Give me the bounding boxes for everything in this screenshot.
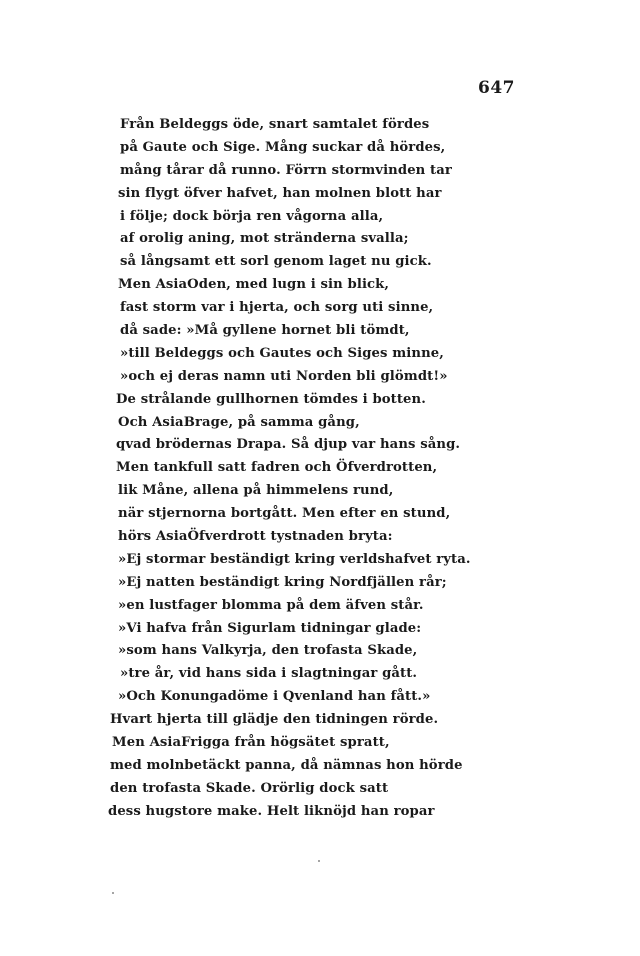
- paper-speck: [112, 892, 114, 894]
- poem-line: af orolig aning, mot stränderna svalla;: [120, 231, 409, 247]
- poem-line: Men AsiaOden, med lugn i sin blick,: [118, 277, 390, 293]
- poem-line: mång tårar då runno. Förrn stormvinden tar: [120, 162, 452, 178]
- poem-line: då sade: »Må gyllene hornet bli tömdt,: [120, 323, 410, 339]
- poem-line: i följe; dock börja ren vågorna alla,: [120, 208, 384, 224]
- poem-line: »Ej stormar beständigt kring verldshafvet ryta.: [118, 551, 471, 567]
- poem-line: »till Beldeggs och Gautes och Siges minne,: [120, 345, 444, 361]
- poem-line: dess hugstore make. Helt liknöjd han ropar: [108, 803, 435, 819]
- poem-line: hörs AsiaÖfverdrott tystnaden bryta:: [118, 529, 393, 545]
- poem-line: på Gaute och Sige. Mång suckar då hördes,: [120, 139, 446, 155]
- poem-line: Men AsiaFrigga från högsätet spratt,: [112, 735, 390, 751]
- poem-line: Hvart hjerta till glädje den tidningen rörde.: [110, 712, 439, 728]
- paper-speck: [318, 860, 320, 862]
- poem-line: med molnbetäckt panna, då nämnas hon hörde: [110, 757, 463, 773]
- poem-line: lik Måne, allena på himmelens rund,: [118, 483, 394, 499]
- poem-text-block: [108, 114, 471, 824]
- poem-line: »som hans Valkyrja, den trofasta Skade,: [118, 643, 418, 659]
- poem-line: »och ej deras namn uti Norden bli glömdt!»: [120, 368, 448, 384]
- poem-line: så långsamt ett sorl genom laget nu gick.: [120, 254, 432, 270]
- poem-line: sin flygt öfver hafvet, han molnen blott har: [118, 185, 442, 201]
- poem-line: »Vi hafva från Sigurlam tidningar glade:: [118, 620, 422, 636]
- poem-line: Men tankfull satt fadren och Öfverdrotten,: [116, 460, 438, 476]
- poem-line: Från Beldeggs öde, snart samtalet fördes: [120, 117, 430, 132]
- page-number: 647: [478, 78, 515, 98]
- poem-line: De strålande gullhornen tömdes i botten.: [116, 391, 426, 407]
- poem-line: när stjernorna bortgått. Men efter en stund,: [118, 506, 451, 522]
- poem-line: Och AsiaBrage, på samma gång,: [118, 414, 360, 430]
- poem-line: qvad brödernas Drapa. Så djup var hans sång.: [116, 437, 461, 453]
- poem-line: »Ej natten beständigt kring Nordfjällen rår;: [118, 574, 447, 590]
- poem-line: den trofasta Skade. Orörlig dock satt: [110, 780, 389, 796]
- poem-line: »tre år, vid hans sida i slagtningar gått.: [120, 666, 418, 682]
- poem-line: »Och Konungadöme i Qvenland han fått.»: [118, 689, 431, 705]
- poem-line: »en lustfager blomma på dem äfven står.: [118, 597, 424, 613]
- poem-line: fast storm var i hjerta, och sorg uti sinne,: [120, 300, 434, 316]
